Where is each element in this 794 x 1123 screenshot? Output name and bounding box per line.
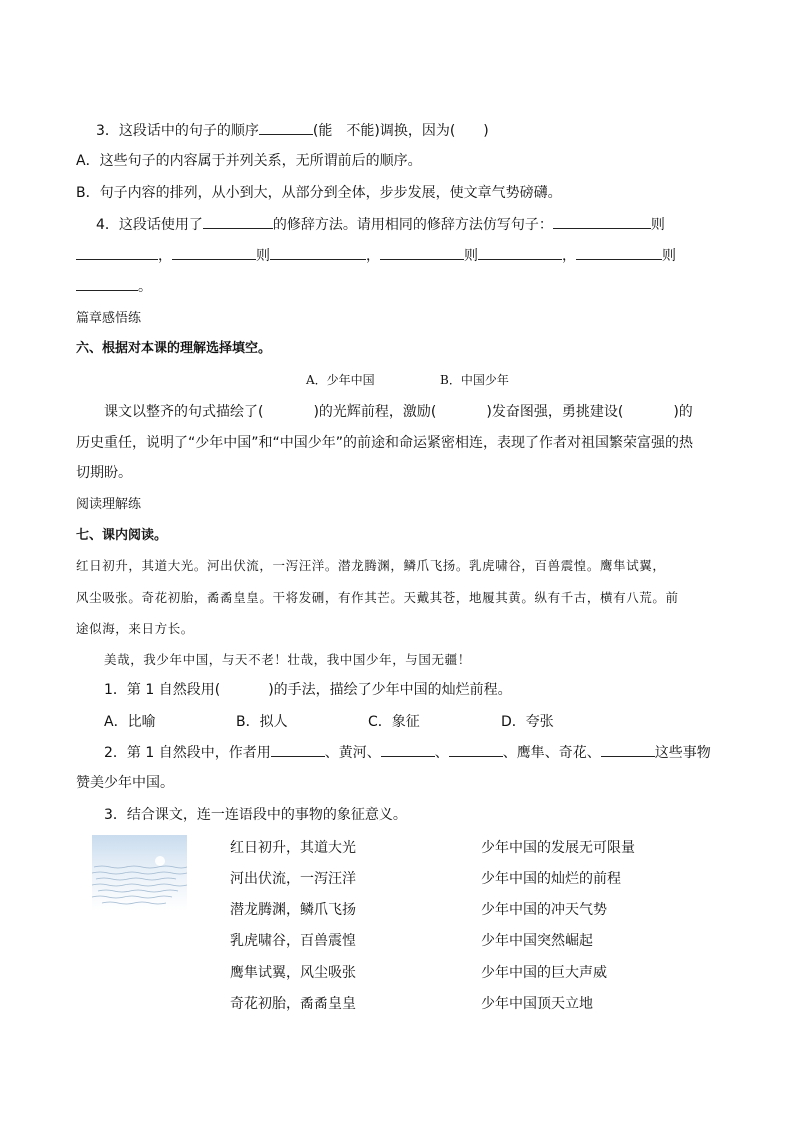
- match-left-item-6[interactable]: 奇花初胎，矞矞皇皇: [230, 996, 356, 1012]
- q4-ze: 则: [662, 248, 676, 264]
- q7-title: 七、课内阅读。: [76, 528, 168, 543]
- q7-sub2-text-d: 、鹰隼、奇花、: [502, 745, 601, 761]
- q4-period: 。: [138, 279, 152, 295]
- q7-passage-line-2: 风尘吸张。奇花初胎，矞矞皇皇。干将发硎，有作其芒。天戴其苍，地履其黄。纵有千古，横有八荒。前: [76, 590, 679, 605]
- q4-blank-rhetoric[interactable]: [203, 214, 273, 229]
- q4-text-a: 4．这段话使用了: [96, 217, 203, 233]
- q7-sub1-text-a: 1．第 1 自然段用(: [104, 682, 221, 698]
- q4-blank-3[interactable]: [172, 245, 256, 260]
- q6-paragraph-line-1: [104, 402, 693, 422]
- q7-passage-line-4: 美哉，我少年中国，与天不老！壮哉，我中国少年，与国无疆！: [104, 652, 471, 667]
- q4-ze: 则: [650, 217, 665, 233]
- q7-sub3-text: 3．结合课文，连一连语段中的事物的象征意义。: [104, 807, 407, 823]
- q6-option-b: B．中国少年: [440, 373, 509, 387]
- q4-comma: ，: [158, 248, 172, 264]
- section-heading-yuedu: 阅读理解练: [76, 497, 142, 512]
- q4-line-3: [76, 276, 152, 297]
- q4-ze: 则: [256, 248, 270, 264]
- match-right-item-4[interactable]: 少年中国突然崛起: [481, 933, 593, 949]
- match-left-item-5[interactable]: 鹰隼试翼，风尘吸张: [230, 965, 356, 981]
- q3-text: 3．这段话中的句子的顺序: [96, 123, 259, 139]
- q4-line-2: [76, 245, 676, 266]
- q7-sub2-text-e: 这些事物: [654, 745, 711, 761]
- q4-text-b: 的修辞方法。请用相同的修辞方法仿写句子：: [272, 217, 553, 233]
- q4-blank-5[interactable]: [380, 245, 464, 260]
- q6-paragraph-line-2: 历史重任，说明了“少年中国”和“中国少年”的前途和命运紧密相连，表现了作者对祖国繁荣富强的热: [76, 435, 694, 451]
- match-right-item-5[interactable]: 少年中国的巨大声威: [481, 965, 607, 981]
- q7-sub2-line-1: [104, 742, 711, 763]
- q3-option-b: B．句子内容的排列，从小到大，从部分到全体，步步发展，使文章气势磅礴。: [76, 185, 562, 201]
- q4-blank-6[interactable]: [478, 245, 562, 260]
- q6-text-3: )发奋图强，勇挑建设(: [486, 404, 624, 420]
- q7-sub1-option-a: A．比喻: [104, 714, 156, 730]
- q3-option-a: A．这些句子的内容属于并列关系，无所谓前后的顺序。: [76, 153, 422, 169]
- q4-blank-7[interactable]: [576, 245, 662, 260]
- q4-blank-8[interactable]: [76, 276, 138, 291]
- q6-text-4: )的: [673, 404, 693, 420]
- q4-comma: ，: [562, 248, 576, 264]
- q7-sub1: [104, 680, 512, 700]
- match-right-item-2[interactable]: 少年中国的灿烂的前程: [481, 871, 621, 887]
- q6-text-2: )的光辉前程，激励(: [313, 404, 437, 420]
- sunrise-sea-image: [92, 835, 187, 911]
- q3-blank[interactable]: [259, 120, 313, 135]
- q7-sub2-blank-3[interactable]: [449, 742, 503, 757]
- match-right-item-3[interactable]: 少年中国的冲天气势: [481, 902, 607, 918]
- match-left-item-1[interactable]: 红日初升，其道大光: [230, 840, 356, 856]
- q7-passage-line-3: 途似海，来日方长。: [76, 621, 194, 636]
- match-left-item-4[interactable]: 乳虎啸谷，百兽震惶: [230, 933, 356, 949]
- match-left-item-2[interactable]: 河出伏流，一泻汪洋: [230, 871, 356, 887]
- q6-text-1: 课文以整齐的句式描绘了(: [104, 404, 264, 420]
- q7-sub2-text-c: 、: [434, 745, 449, 761]
- q7-sub2-blank-1[interactable]: [271, 742, 325, 757]
- q4-blank-4[interactable]: [270, 245, 366, 260]
- q7-sub2-text-a: 2．第 1 自然段中，作者用: [104, 745, 271, 761]
- q7-passage-line-1: 红日初升，其道大光。河出伏流，一泻汪洋。潜龙腾渊，鳞爪飞扬。乳虎啸谷，百兽震惶。鹰隼试翼，: [76, 558, 666, 573]
- q7-sub2-line-2: 赞美少年中国。: [76, 775, 174, 791]
- q7-sub2-blank-4[interactable]: [601, 742, 655, 757]
- q4-blank-2[interactable]: [76, 245, 158, 260]
- q7-sub2-blank-2[interactable]: [381, 742, 435, 757]
- q3-text-b: (能 不能)调换，因为( ): [312, 123, 489, 139]
- q6-paragraph-line-3: 切期盼。: [76, 465, 132, 481]
- q6-option-a: A．少年中国: [306, 373, 375, 387]
- match-right-item-1[interactable]: 少年中国的发展无可限量: [481, 840, 635, 856]
- q4-line-1: [96, 214, 665, 235]
- q7-sub2-text-b: 、黄河、: [324, 745, 381, 761]
- q7-sub1-option-b: B．拟人: [236, 714, 288, 730]
- q7-sub1-option-d: D．夸张: [501, 714, 554, 730]
- q4-ze: 则: [464, 248, 478, 264]
- q6-title: 六、根据对本课的理解选择填空。: [76, 341, 272, 356]
- section-heading-pianzhang: 篇章感悟练: [76, 311, 142, 326]
- q3-line: [96, 120, 489, 141]
- match-right-item-6[interactable]: 少年中国顶天立地: [481, 996, 593, 1012]
- q7-sub1-text-b: )的手法，描绘了少年中国的灿烂前程。: [268, 682, 512, 698]
- q4-comma: ，: [366, 248, 380, 264]
- q4-blank-1[interactable]: [553, 214, 651, 229]
- match-left-item-3[interactable]: 潜龙腾渊，鳞爪飞扬: [230, 902, 356, 918]
- q7-sub1-option-c: C．象征: [368, 714, 420, 730]
